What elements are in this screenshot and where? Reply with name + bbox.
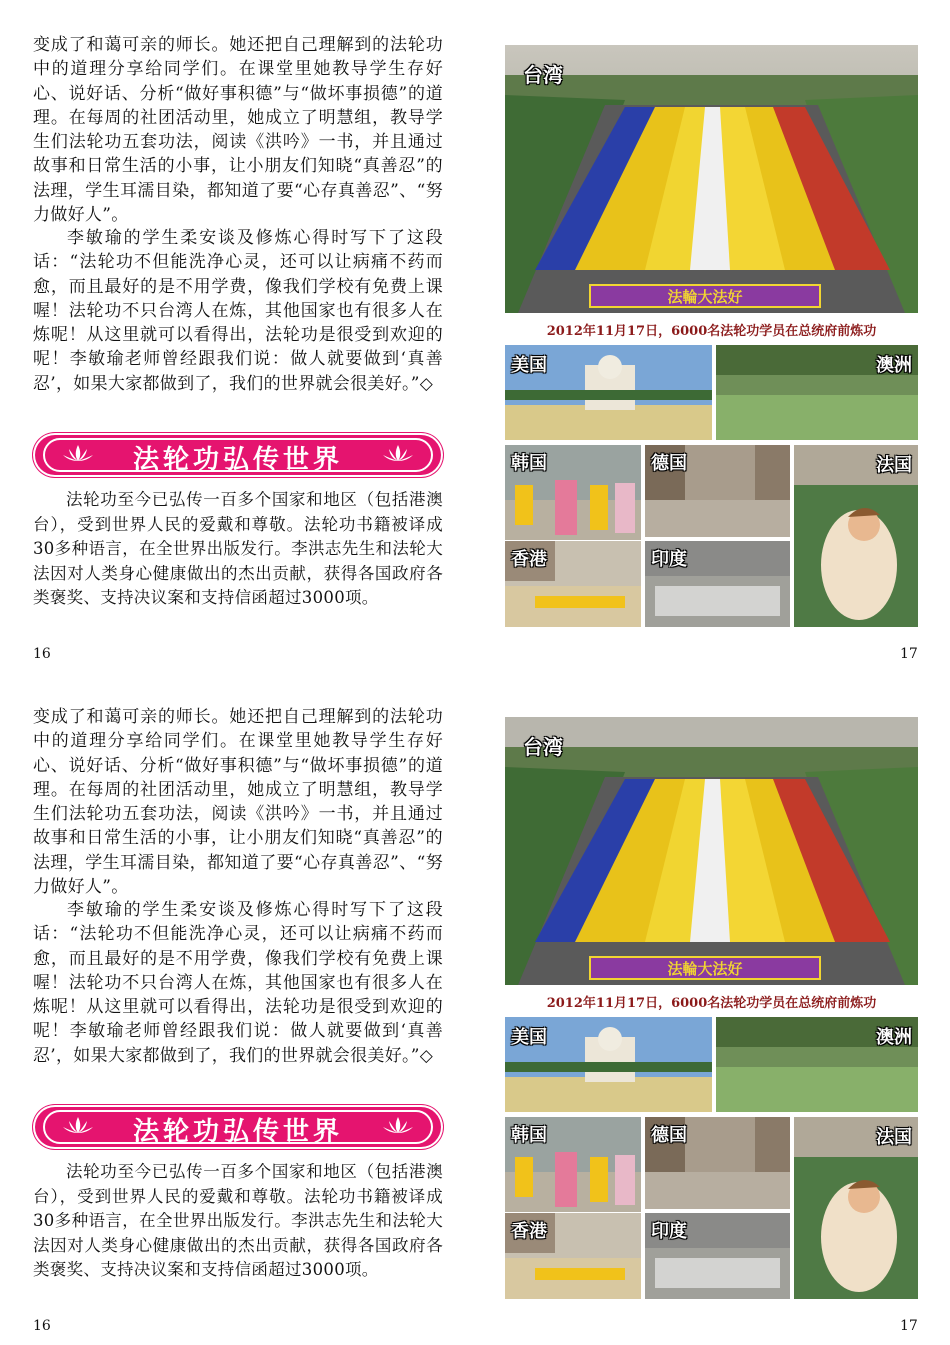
photo-caption: 2012年11月17日，6000名法轮功学员在总统府前炼功 xyxy=(546,324,877,339)
hongkong-label: 香港 xyxy=(511,1221,547,1242)
india-photo xyxy=(645,1213,790,1299)
hongkong-photo xyxy=(505,1213,641,1299)
page-number-left: 16 xyxy=(33,1318,51,1334)
page-number-right: 17 xyxy=(900,646,918,662)
india-photo xyxy=(645,541,790,627)
australia-photo xyxy=(716,1017,918,1112)
banner-title: 法轮功弘传世界 xyxy=(132,445,343,475)
lotus-icon xyxy=(381,443,415,463)
france-photo xyxy=(794,1117,918,1299)
france-label: 法国 xyxy=(876,455,912,476)
page-spread-bottom xyxy=(0,672,950,1344)
hongkong-photo xyxy=(505,541,641,627)
photo-banner-text: 法輪大法好 xyxy=(667,288,743,306)
australia-label: 澳洲 xyxy=(876,1027,912,1048)
taiwan-photo xyxy=(505,717,918,985)
paragraph-3: 法轮功至今已弘传一百多个国家和地区（包括港澳台），受到世界人民的爱戴和尊敬。法轮功书籍被译成30多种语言，在全世界出版发行。李洪志先生和法轮大法因对人类身心健康做出的杰出贡献，获得各国政府各类褒奖、支持决议案和支持信函超过3000项。 xyxy=(33,1162,443,1279)
banner-title: 法轮功弘传世界 xyxy=(132,1117,343,1147)
page-spread-top xyxy=(0,0,950,672)
usa-label: 美国 xyxy=(511,355,547,376)
france-photo xyxy=(794,445,918,627)
australia-photo xyxy=(716,345,918,440)
page-number-left: 16 xyxy=(33,646,51,662)
korea-label: 韩国 xyxy=(511,453,547,474)
section-banner xyxy=(33,433,443,477)
section-banner xyxy=(33,1105,443,1149)
india-label: 印度 xyxy=(651,1221,687,1242)
hongkong-label: 香港 xyxy=(511,549,547,570)
usa-photo xyxy=(505,1017,712,1112)
korea-label: 韩国 xyxy=(511,1125,547,1146)
australia-label: 澳洲 xyxy=(876,355,912,376)
germany-label: 德国 xyxy=(651,1125,687,1146)
usa-label: 美国 xyxy=(511,1027,547,1048)
korea-photo xyxy=(505,445,641,540)
germany-photo xyxy=(645,1117,790,1209)
photo-caption: 2012年11月17日，6000名法轮功学员在总统府前炼功 xyxy=(546,996,877,1011)
france-label: 法国 xyxy=(876,1127,912,1148)
india-label: 印度 xyxy=(651,549,687,570)
taiwan-label: 台湾 xyxy=(523,735,563,759)
page-number-right: 17 xyxy=(900,1318,918,1334)
taiwan-photo xyxy=(505,45,918,313)
germany-photo xyxy=(645,445,790,537)
korea-photo xyxy=(505,1117,641,1212)
paragraph-1: 变成了和蔼可亲的师长。她还把自己理解到的法轮功中的道理分享给同学们。在课堂里她教导学生存好心、说好话、分析“做好事积德”与“做坏事损德”的道理。在每周的社团活动里，她成立了明慧组，教导学生们法轮功五套功法，阅读《洪吟》一书，并且通过故事和日常生活的小事，让小朋友们知晓“真善忍”的法理，学生耳濡目染，都知道了要“心存真善忍”、“努力做好人”。 xyxy=(33,707,443,898)
photo-banner-text: 法輪大法好 xyxy=(667,960,743,978)
paragraph-1: 变成了和蔼可亲的师长。她还把自己理解到的法轮功中的道理分享给同学们。在课堂里她教导学生存好心、说好话、分析“做好事积德”与“做坏事损德”的道理。在每周的社团活动里，她成立了明慧组，教导学生们法轮功五套功法，阅读《洪吟》一书，并且通过故事和日常生活的小事，让小朋友们知晓“真善忍”的法理，学生耳濡目染，都知道了要“心存真善忍”、“努力做好人”。 xyxy=(33,35,443,226)
lotus-icon xyxy=(381,1115,415,1135)
paragraph-2: 李敏瑜的学生柔安谈及修炼心得时写下了这段话：“法轮功不但能洗净心灵，还可以让病痛不药而愈，而且最好的是不用学费，像我们学校有免费上课喔！法轮功不只台湾人在炼，其他国家也有很多人在炼呢！从这里就可以看得出，法轮功是很受到欢迎的呢！李敏瑜老师曾经跟我们说：做人就要做到‘真善忍’，如果大家都做到了，我们的世界就会很美好。”◇ xyxy=(33,900,443,1066)
usa-photo xyxy=(505,345,712,440)
paragraph-2: 李敏瑜的学生柔安谈及修炼心得时写下了这段话：“法轮功不但能洗净心灵，还可以让病痛不药而愈，而且最好的是不用学费，像我们学校有免费上课喔！法轮功不只台湾人在炼，其他国家也有很多人在炼呢！从这里就可以看得出，法轮功是很受到欢迎的呢！李敏瑜老师曾经跟我们说：做人就要做到‘真善忍’，如果大家都做到了，我们的世界就会很美好。”◇ xyxy=(33,228,443,394)
germany-label: 德国 xyxy=(651,453,687,474)
taiwan-label: 台湾 xyxy=(523,63,563,87)
paragraph-3: 法轮功至今已弘传一百多个国家和地区（包括港澳台），受到世界人民的爱戴和尊敬。法轮功书籍被译成30多种语言，在全世界出版发行。李洪志先生和法轮大法因对人类身心健康做出的杰出贡献，获得各国政府各类褒奖、支持决议案和支持信函超过3000项。 xyxy=(33,490,443,607)
